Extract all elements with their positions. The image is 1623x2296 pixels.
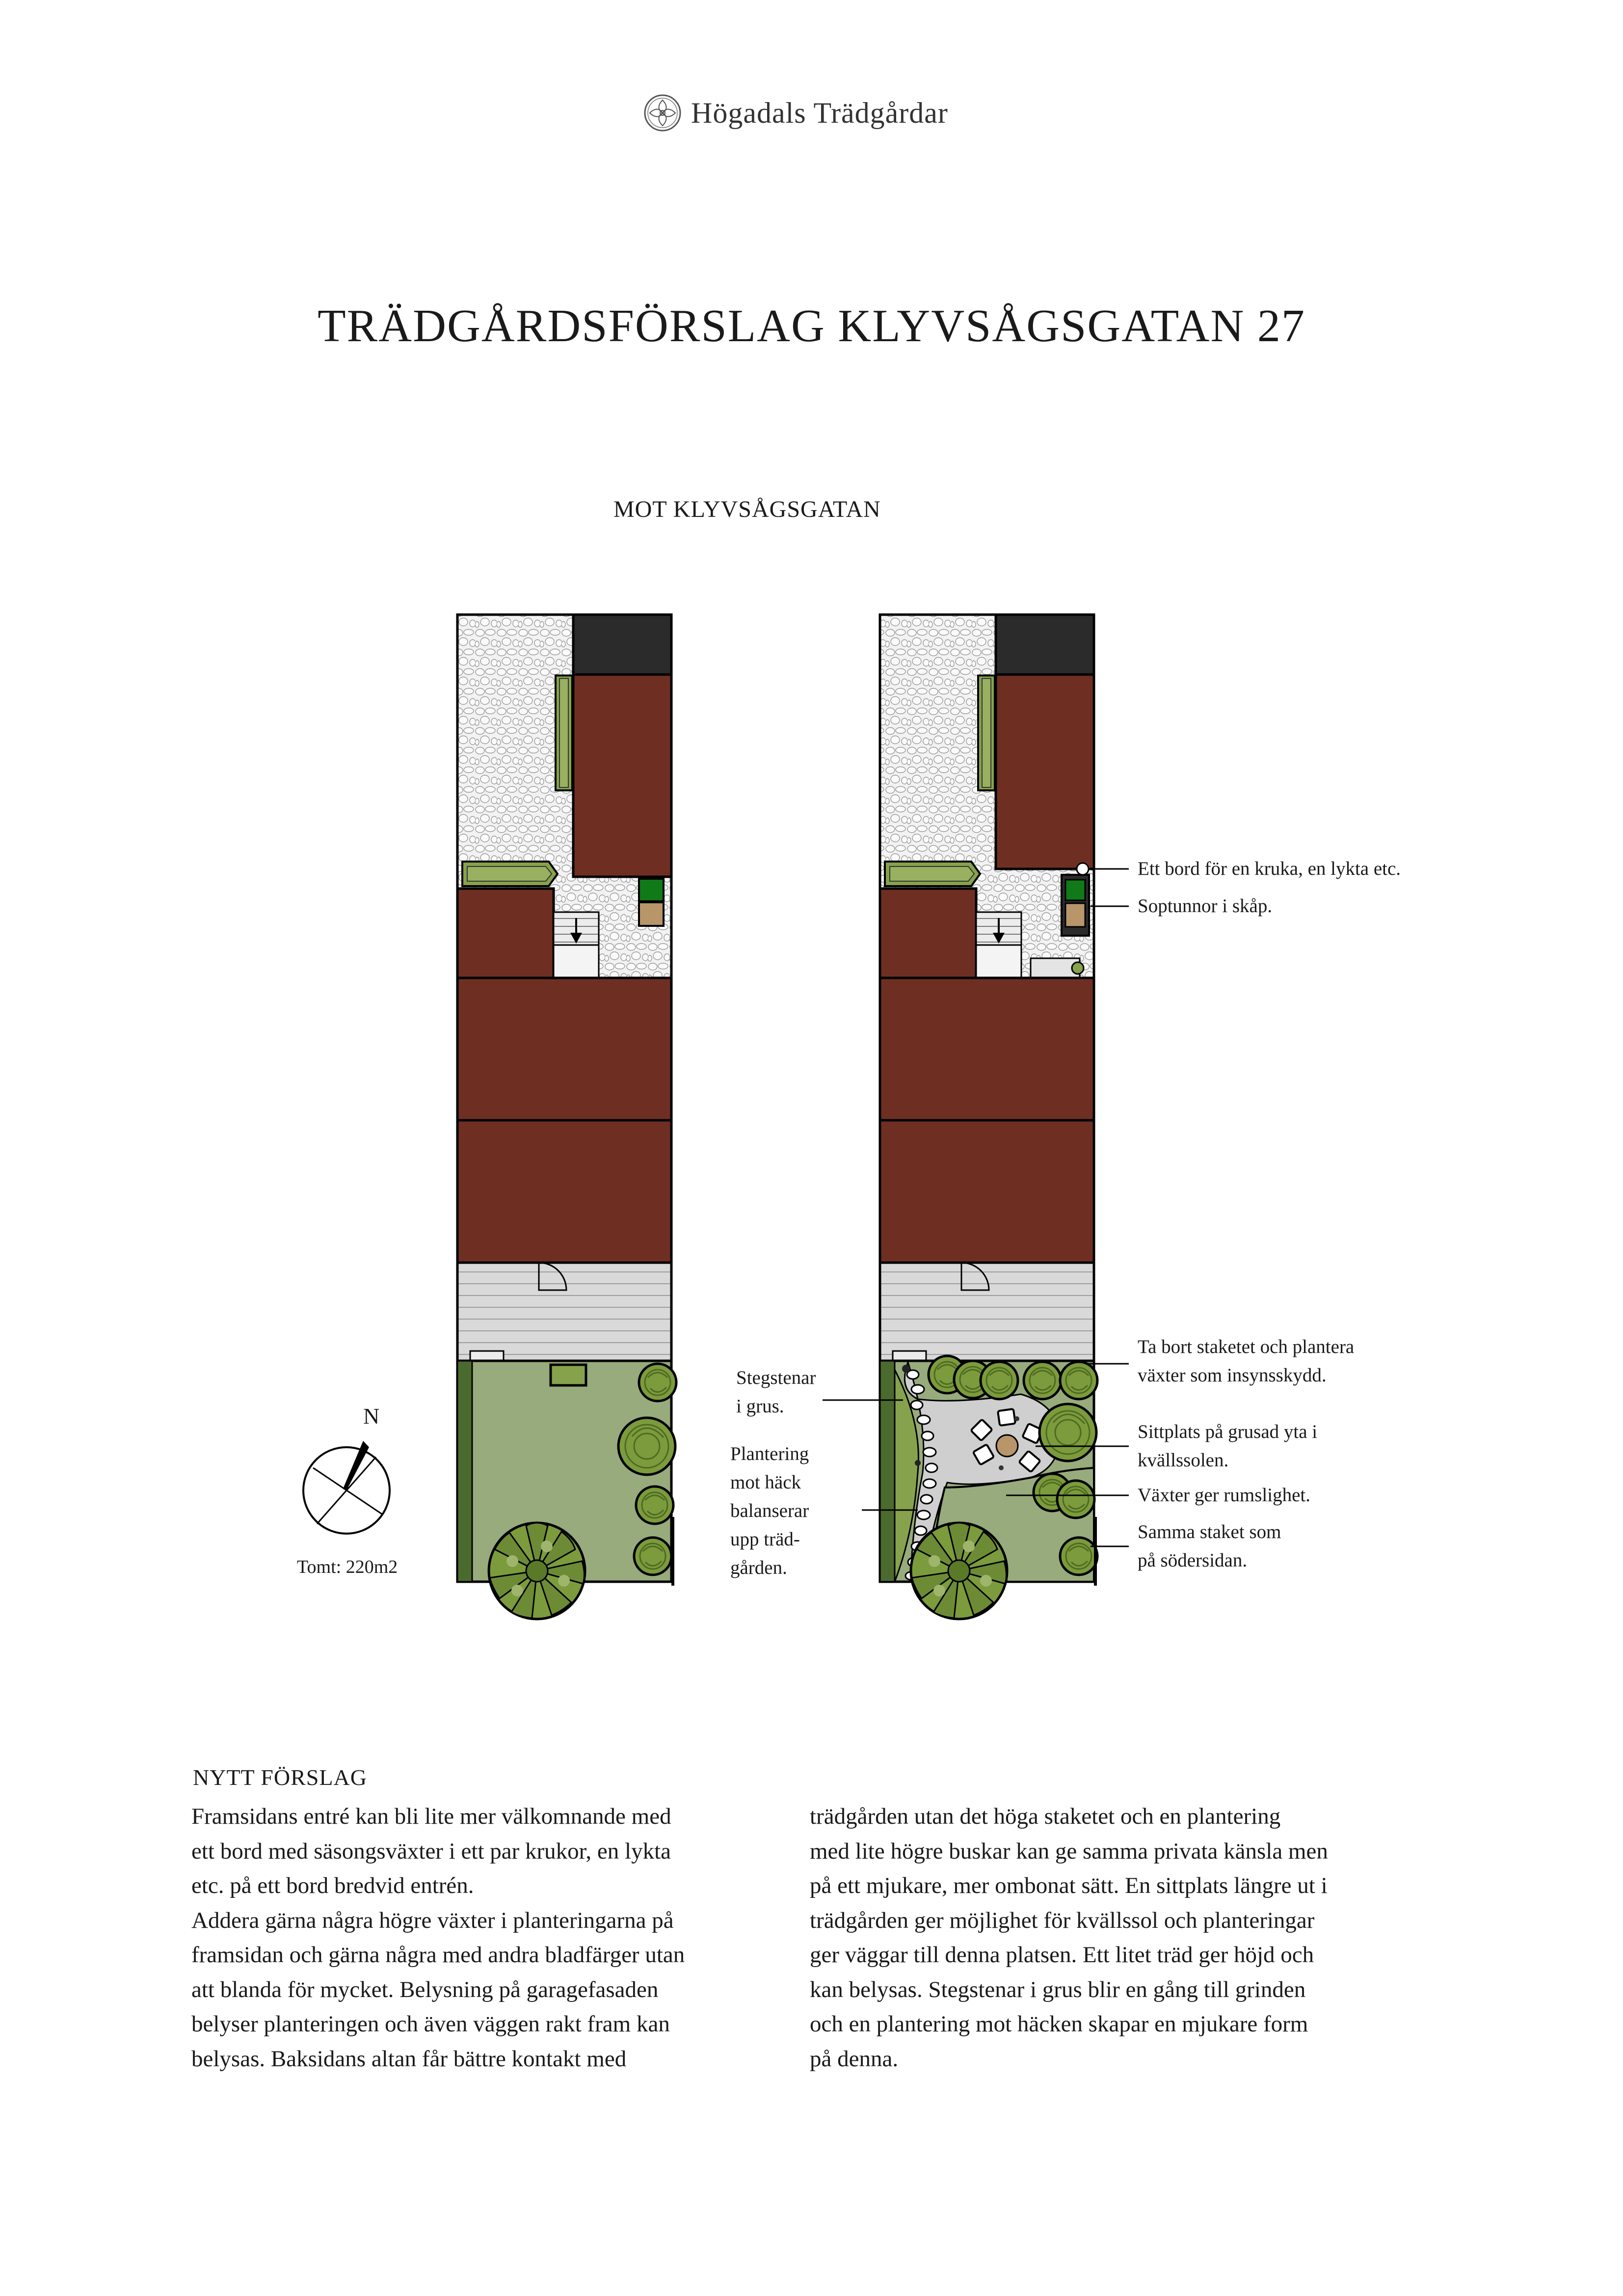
- street-label: MOT KLYVSÅGSGATAN: [613, 496, 881, 522]
- annotation-same-fence: Samma staket som på södersidan.: [1138, 1521, 1281, 1571]
- plot-area-label: Tomt: 220m2: [297, 1557, 398, 1577]
- annotation-plants-room: Växter ger rumslighet.: [1138, 1485, 1310, 1506]
- plan-proposal: [880, 615, 1097, 1619]
- proposal-heading: NYTT FÖRSLAG: [193, 1765, 367, 1790]
- brand-name: Högadals Trädgårdar: [691, 96, 948, 129]
- proposal-column-1: Framsidans entré kan bli lite mer välkomnande med ett bord med säsongsväxter i ett par krukor, en lykta etc. på ett bord bredvid entrén. Addera gärna några högre växter i planteringarna på framsidan och gärna några med andra bladfärger utan att blanda för mycket. Belysning på garagefasaden belyser planteringen och även väggen rakt fram kan belysas. Baksidans altan får bättre kontakt med: [191, 1804, 685, 2072]
- north-arrow-icon: [303, 1441, 390, 1534]
- annotation-table: Ett bord för en kruka, en lykta etc.: [1138, 858, 1401, 879]
- annotation-planting: Plantering mot häck balanserar upp träd- gården.: [730, 1443, 809, 1578]
- proposal-column-2: trädgården utan det höga staketet och en plantering med lite högre buskar kan ge samma privata känsla men på ett mjukare, mer ombonat sätt. En sittplats längre ut i trädgården ger möjlighet för kvällssol och planteringar ger väggar till denna platsen. Ett litet träd ger höjd och kan belysas. Stegstenar i grus blir en gång till grinden och en plantering mot häcken skapar en mjukare form på denna.: [810, 1804, 1328, 2072]
- annotation-stepstones: Stegstenar i grus.: [736, 1367, 816, 1417]
- plan-current: [457, 615, 676, 1619]
- page-title: TRÄDGÅRDSFÖRSLAG KLYVSÅGSGATAN 27: [318, 300, 1305, 351]
- annotation-bins: Soptunnor i skåp.: [1138, 895, 1273, 917]
- north-label: N: [363, 1404, 380, 1429]
- annotation-seating: Sittplats på grusad yta i kvällssolen.: [1138, 1421, 1318, 1471]
- annotation-fence: Ta bort staketet och plantera växter som insynsskydd.: [1138, 1336, 1355, 1386]
